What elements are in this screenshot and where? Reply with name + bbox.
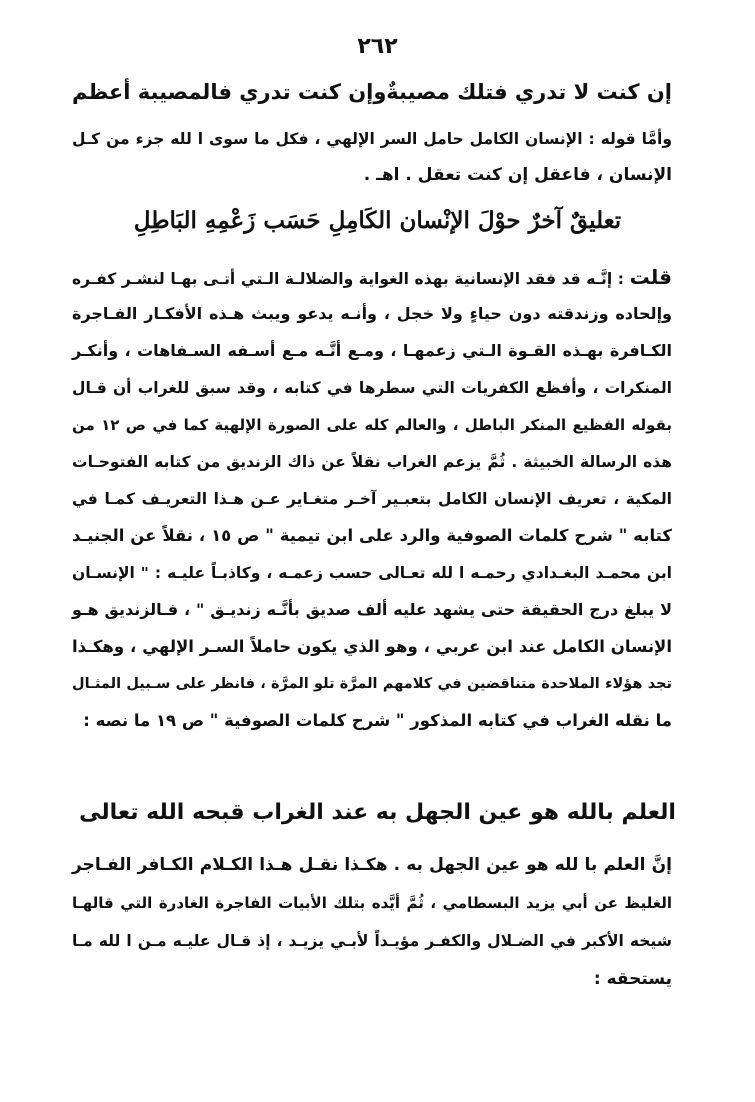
lead-word: قلت xyxy=(629,265,672,289)
paragraph-line: هذه الرسالة الخبيثة . ثُمَّ يزعم الغراب نقلاً عن ذاك الزنديق من كتابه الفتوحـات xyxy=(72,453,672,471)
paragraph-line: الغليظ عن أبي يزيد البسطامي ، ثُمَّ أيَّده بتلك الأبيات الفاجرة الغادرة التي قالهـا xyxy=(72,894,672,912)
paragraph-line: الإنسان ، فاعقل إن كنت تعقل . اهـ . xyxy=(363,165,672,185)
paragraph-line: وأمَّا قوله : الإنسان الكامل حامل السر الإلهي ، فكل ما سوى ا لله جزء من كـل xyxy=(72,130,672,148)
paragraph-line: لا يبلغ درج الحقيقة حتى يشهد عليه ألف صديق بأنَّـه زنديـق " ، فـالزنديق هـو xyxy=(72,600,672,619)
paragraph-line: إنَّ العلم با لله هو عين الجهل به . هكـذا نقـل هـذا الكـلام الكـافر الفـاجر xyxy=(72,855,672,875)
paragraph-line: وإلحاده وزندقته دون حياءٍ ولا خجل ، وأنـه يدعو ويبث هـذه الأفكـار الفـاجرة xyxy=(72,304,672,323)
paragraph-line: تجد هؤلاء الملاحدة متناقضين في كلامهم المرَّة تلو المرَّة ، فانظر على سـبيل المثـال xyxy=(72,676,672,692)
paragraph-line: ابن محمـد البغـدادي رحمـه ا لله تعـالى حسب زعمـه ، وكاذبـاً عليـه : " الإنسـان xyxy=(72,564,672,582)
paragraph-line: شيخه الأكبر في الضـلال والكفـر مؤيـداً لأبـي يزيـد ، إذ قـال عليـه مـن ا لله مـا xyxy=(72,932,672,950)
paragraph-line: كتابه " شرح كلمات الصوفية والرد على ابن تيمية " ص ١٥ ، نقلاً عن الجنيـد xyxy=(72,526,672,545)
verse-second-hemistich: وإن كنت تدري فالمصيبة أعظم xyxy=(72,80,387,104)
paragraph-line: المنكرات ، وأفظع الكفريات التي سطرها في كتابه ، وقد سبق للغراب أن قـال xyxy=(72,379,672,397)
verse-first-hemistich: إن كنت لا تدري فتلك مصيبةٌ xyxy=(386,80,672,104)
paragraph-line: الكـافرة بهـذه القـوة الـتي زعمهـا ، ومـع أنَّـه مـع أسـفه السـفاهات ، وأنكـر xyxy=(72,341,672,360)
page-number: ٢٦٢ xyxy=(357,34,398,59)
poetry-verse xyxy=(72,80,672,120)
paragraph-line: الإنسان الكامل عند ابن عربي ، وهو الذي يكون حاملاً السـر الإلهي ، وهكـذا xyxy=(72,637,672,656)
paragraph-line xyxy=(72,260,672,294)
paragraph-line: المكية ، تعريف الإنسان الكامل بتعبـير آخـر متغـاير عـن هـذا التعريـف كمـا في xyxy=(72,490,672,508)
section-heading: العلم بالله هو عين الجهل به عند الغراب قبحه الله تعالى xyxy=(79,800,676,825)
paragraph-line: يستحقه : xyxy=(593,969,672,989)
section-heading: تعليقٌ آخرٌ حوْلَ الإنْسان الكَامِلِ حَسَب زَعْمِهِ البَاطِلِ xyxy=(133,207,622,234)
paragraph-line: بقوله الفظيع المنكر الباطل ، والعالم كله على الصورة الإلهية كما في ص ١٢ من xyxy=(72,416,672,434)
first-line-text: : إنَّـه قد فقد الإنسانية بهذه الغواية والضلالـة الـتي أتـى بهـا لنشـر كفـره xyxy=(72,270,624,288)
paragraph-line: ما نقله الغراب في كتابه المذكور " شرح كلمات الصوفية " ص ١٩ ما نصه : xyxy=(83,711,672,730)
